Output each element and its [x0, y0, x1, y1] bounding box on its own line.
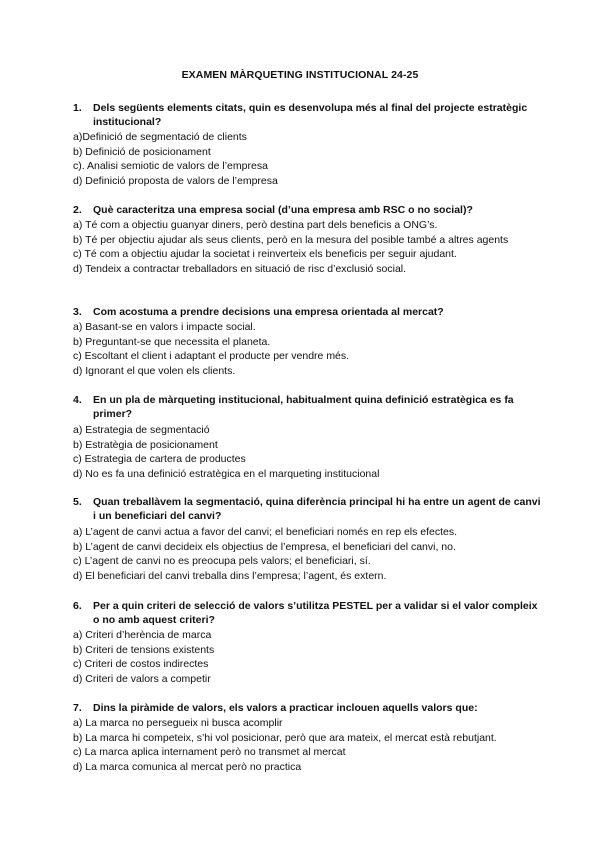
answer-option: d) La marca comunica al mercat però no practica — [73, 760, 302, 773]
answer-option: c) Criteri de costos indirectes — [73, 658, 209, 671]
question-text: Què caracteritza una empresa social (d’una empresa amb RSC o no social)? — [93, 204, 473, 216]
question-number: 1. — [73, 102, 82, 114]
answer-option: c) La marca aplica internament però no transmet al mercat — [73, 746, 346, 759]
question-1-options — [73, 130, 543, 188]
answer-option: d) Definició proposta de valors de l’empresa — [73, 174, 278, 187]
question-text: En un pla de màrqueting institucional, habitualment quina definició estratègica es fa primer? — [93, 394, 514, 420]
question-4 — [73, 393, 543, 421]
answer-option: a) La marca no persegueix ni busca acomplir — [73, 717, 283, 729]
question-text: Per a quin criteri de selecció de valors s’utilitza PESTEL per a validar si el valor compleix o no amb aquest criteri? — [93, 600, 538, 626]
question-1 — [73, 101, 543, 129]
answer-option: b) La marca hi competeix, s’hi vol posicionar, però que ara mateix, el mercat està rebutjant. — [73, 731, 497, 744]
answer-option: b) Estratègia de posicionament — [73, 438, 218, 451]
question-4-options — [73, 423, 543, 481]
answer-option: b) Preguntant-se que necessita el planeta. — [73, 335, 271, 348]
question-number: 3. — [73, 306, 82, 318]
answer-option: b) Definició de posicionament — [73, 145, 211, 158]
question-number: 4. — [73, 394, 82, 406]
exam-title: EXAMEN MÀRQUETING INSTITUCIONAL 24-25 — [181, 69, 419, 81]
question-text: Dels següents elements citats, quin es desenvolupa més al final del projecte estratègic institucional? — [93, 102, 528, 128]
answer-option: a) L’agent de canvi actua a favor del canvi; el beneficiari només en rep els efectes. — [73, 526, 458, 538]
answer-option: d) Criteri de valors a competir — [73, 672, 211, 685]
answer-option: c) Escoltant el client i adaptant el producte per vendre més. — [73, 350, 350, 363]
question-2-options — [73, 218, 543, 276]
answer-option: d) El beneficiari del canvi treballa dins l’empresa; l’agent, és extern. — [73, 569, 387, 582]
question-5 — [73, 495, 543, 523]
answer-option: a) Criteri d’herència de marca — [73, 629, 212, 641]
answer-option: a) Basant-se en valors i impacte social. — [73, 321, 256, 333]
answer-option: a) Estrategia de segmentació — [73, 424, 210, 436]
question-text: Com acostuma a prendre decisions una empresa orientada al mercat? — [93, 306, 444, 318]
question-3-options — [73, 320, 543, 378]
answer-option: d) Tendeix a contractar treballadors en situació de risc d’exclusió social. — [73, 262, 407, 275]
answer-option: b) Té per objectiu ajudar als seus clients, però en la mesura del posible també a altres agents — [73, 233, 509, 246]
question-5-options — [73, 525, 543, 583]
question-number: 2. — [73, 204, 82, 216]
answer-option: d) Ignorant el que volen els clients. — [73, 364, 236, 377]
question-number: 7. — [73, 702, 82, 714]
answer-option: a) Té com a objectiu guanyar diners, però destina part dels beneficis a ONG’s. — [73, 219, 438, 231]
question-7-options — [73, 716, 543, 774]
answer-option: b) L’agent de canvi decideix els objectius de l’empresa, el beneficiari del canvi, no. — [73, 540, 456, 553]
question-2 — [73, 203, 543, 217]
question-number: 6. — [73, 600, 82, 612]
answer-option: b) Criteri de tensions existents — [73, 643, 215, 656]
answer-option: c) L’agent de canvi no es preocupa pels valors; el beneficiari, sí. — [73, 555, 371, 568]
answer-option: c) Té com a objectiu ajudar la societat i reinverteix els beneficis per seguir ajudant. — [73, 248, 457, 261]
question-6-options — [73, 628, 543, 686]
answer-option: a)Definició de segmentació de clients — [73, 131, 247, 143]
question-6 — [73, 599, 543, 627]
question-3 — [73, 305, 543, 319]
answer-option: c) Estrategia de cartera de productes — [73, 453, 246, 466]
question-number: 5. — [73, 496, 82, 508]
question-text: Dins la piràmide de valors, els valors a practicar inclouen aquells valors que: — [93, 702, 478, 714]
question-7 — [73, 701, 543, 715]
answer-option: d) No es fa una definició estratègica en el marqueting institucional — [73, 467, 380, 480]
answer-option: c). Analisi semiotic de valors de l’empresa — [73, 160, 268, 173]
question-text: Quan treballàvem la segmentació, quina diferència principal hi ha entre un agent de canvi i un beneficiari del canvi? — [93, 496, 541, 522]
